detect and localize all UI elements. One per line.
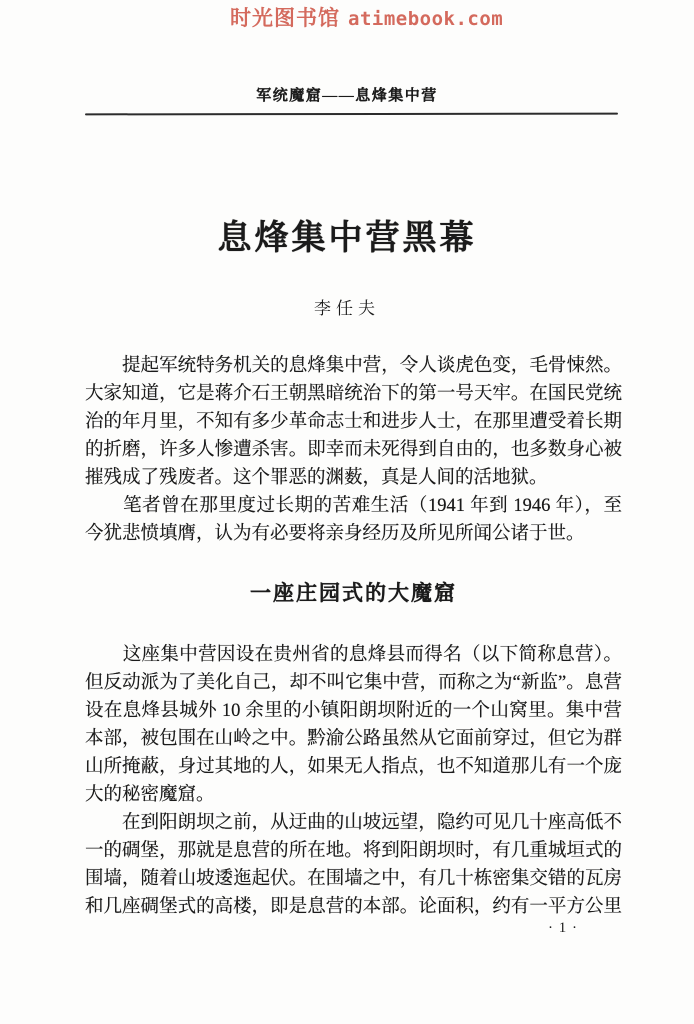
watermark-site-url: atimebook.com bbox=[348, 8, 504, 30]
watermark bbox=[230, 2, 503, 32]
running-header: 军统魔窟——息烽集中营 bbox=[256, 88, 438, 104]
text-line: 的折磨，许多人惨遭杀害。即幸而未死得到自由的，也多数身心被 bbox=[85, 440, 622, 460]
text-line: 摧残成了残废者。这个罪恶的渊薮，真是人间的活地狱。 bbox=[85, 468, 548, 488]
text-line: 和几座碉堡式的高楼，即是息营的本部。论面积，约有一平方公里 bbox=[85, 897, 622, 917]
paragraph bbox=[85, 809, 622, 921]
text-line: 但反动派为了美化自己，却不叫它集中营，而称之为“新监”。息营 bbox=[85, 673, 622, 693]
text-line: 今犹悲愤填膺，认为有必要将亲身经历及所见所闻公诸于世。 bbox=[85, 524, 585, 544]
header-rule bbox=[85, 113, 618, 116]
text-line: 围墙，随着山坡逶迤起伏。在围墙之中，有几十栋密集交错的瓦房 bbox=[85, 869, 622, 889]
section-heading: 一座庄园式的大魔窟 bbox=[250, 581, 457, 605]
body-text bbox=[85, 352, 622, 921]
paragraph bbox=[85, 352, 622, 492]
text-line: 在到阳朗坝之前，从迂曲的山坡远望，隐约可见几十座高低不 bbox=[85, 813, 622, 833]
paragraph bbox=[85, 492, 622, 548]
page-number: · 1 · bbox=[548, 920, 578, 936]
text-line: 本部，被包围在山岭之中。黔渝公路虽然从它面前穿过，但它为群 bbox=[85, 729, 622, 749]
text-line: 笔者曾在那里度过长期的苦难生活（1941 年到 1946 年），至 bbox=[85, 496, 622, 516]
page-title: 息烽集中营黑幕 bbox=[217, 220, 477, 257]
text-line: 山所掩蔽，身过其地的人，如果无人指点，也不知道那儿有一个庞 bbox=[85, 757, 622, 777]
text-line: 治的年月里，不知有多少革命志士和进步人士，在那里遭受着长期 bbox=[85, 412, 622, 432]
text-line: 这座集中营因设在贵州省的息烽县而得名（以下简称息营）。 bbox=[85, 645, 622, 665]
text-line: 设在息烽县城外 10 余里的小镇阳朗坝附近的一个山窝里。集中营 bbox=[85, 701, 622, 721]
text-line: 大的秘密魔窟。 bbox=[85, 785, 215, 805]
paragraph bbox=[85, 641, 622, 809]
text-line: 大家知道，它是蒋介石王朝黑暗统治下的第一号天牢。在国民党统 bbox=[85, 384, 622, 404]
watermark-site-name: 时光图书馆 bbox=[230, 7, 340, 30]
text-line: 一的碉堡，那就是息营的所在地。将到阳朗坝时，有几重城垣式的 bbox=[85, 841, 622, 861]
author-name: 李任夫 bbox=[314, 299, 380, 318]
text-line: 提起军统特务机关的息烽集中营，令人谈虎色变，毛骨悚然。 bbox=[85, 356, 622, 376]
